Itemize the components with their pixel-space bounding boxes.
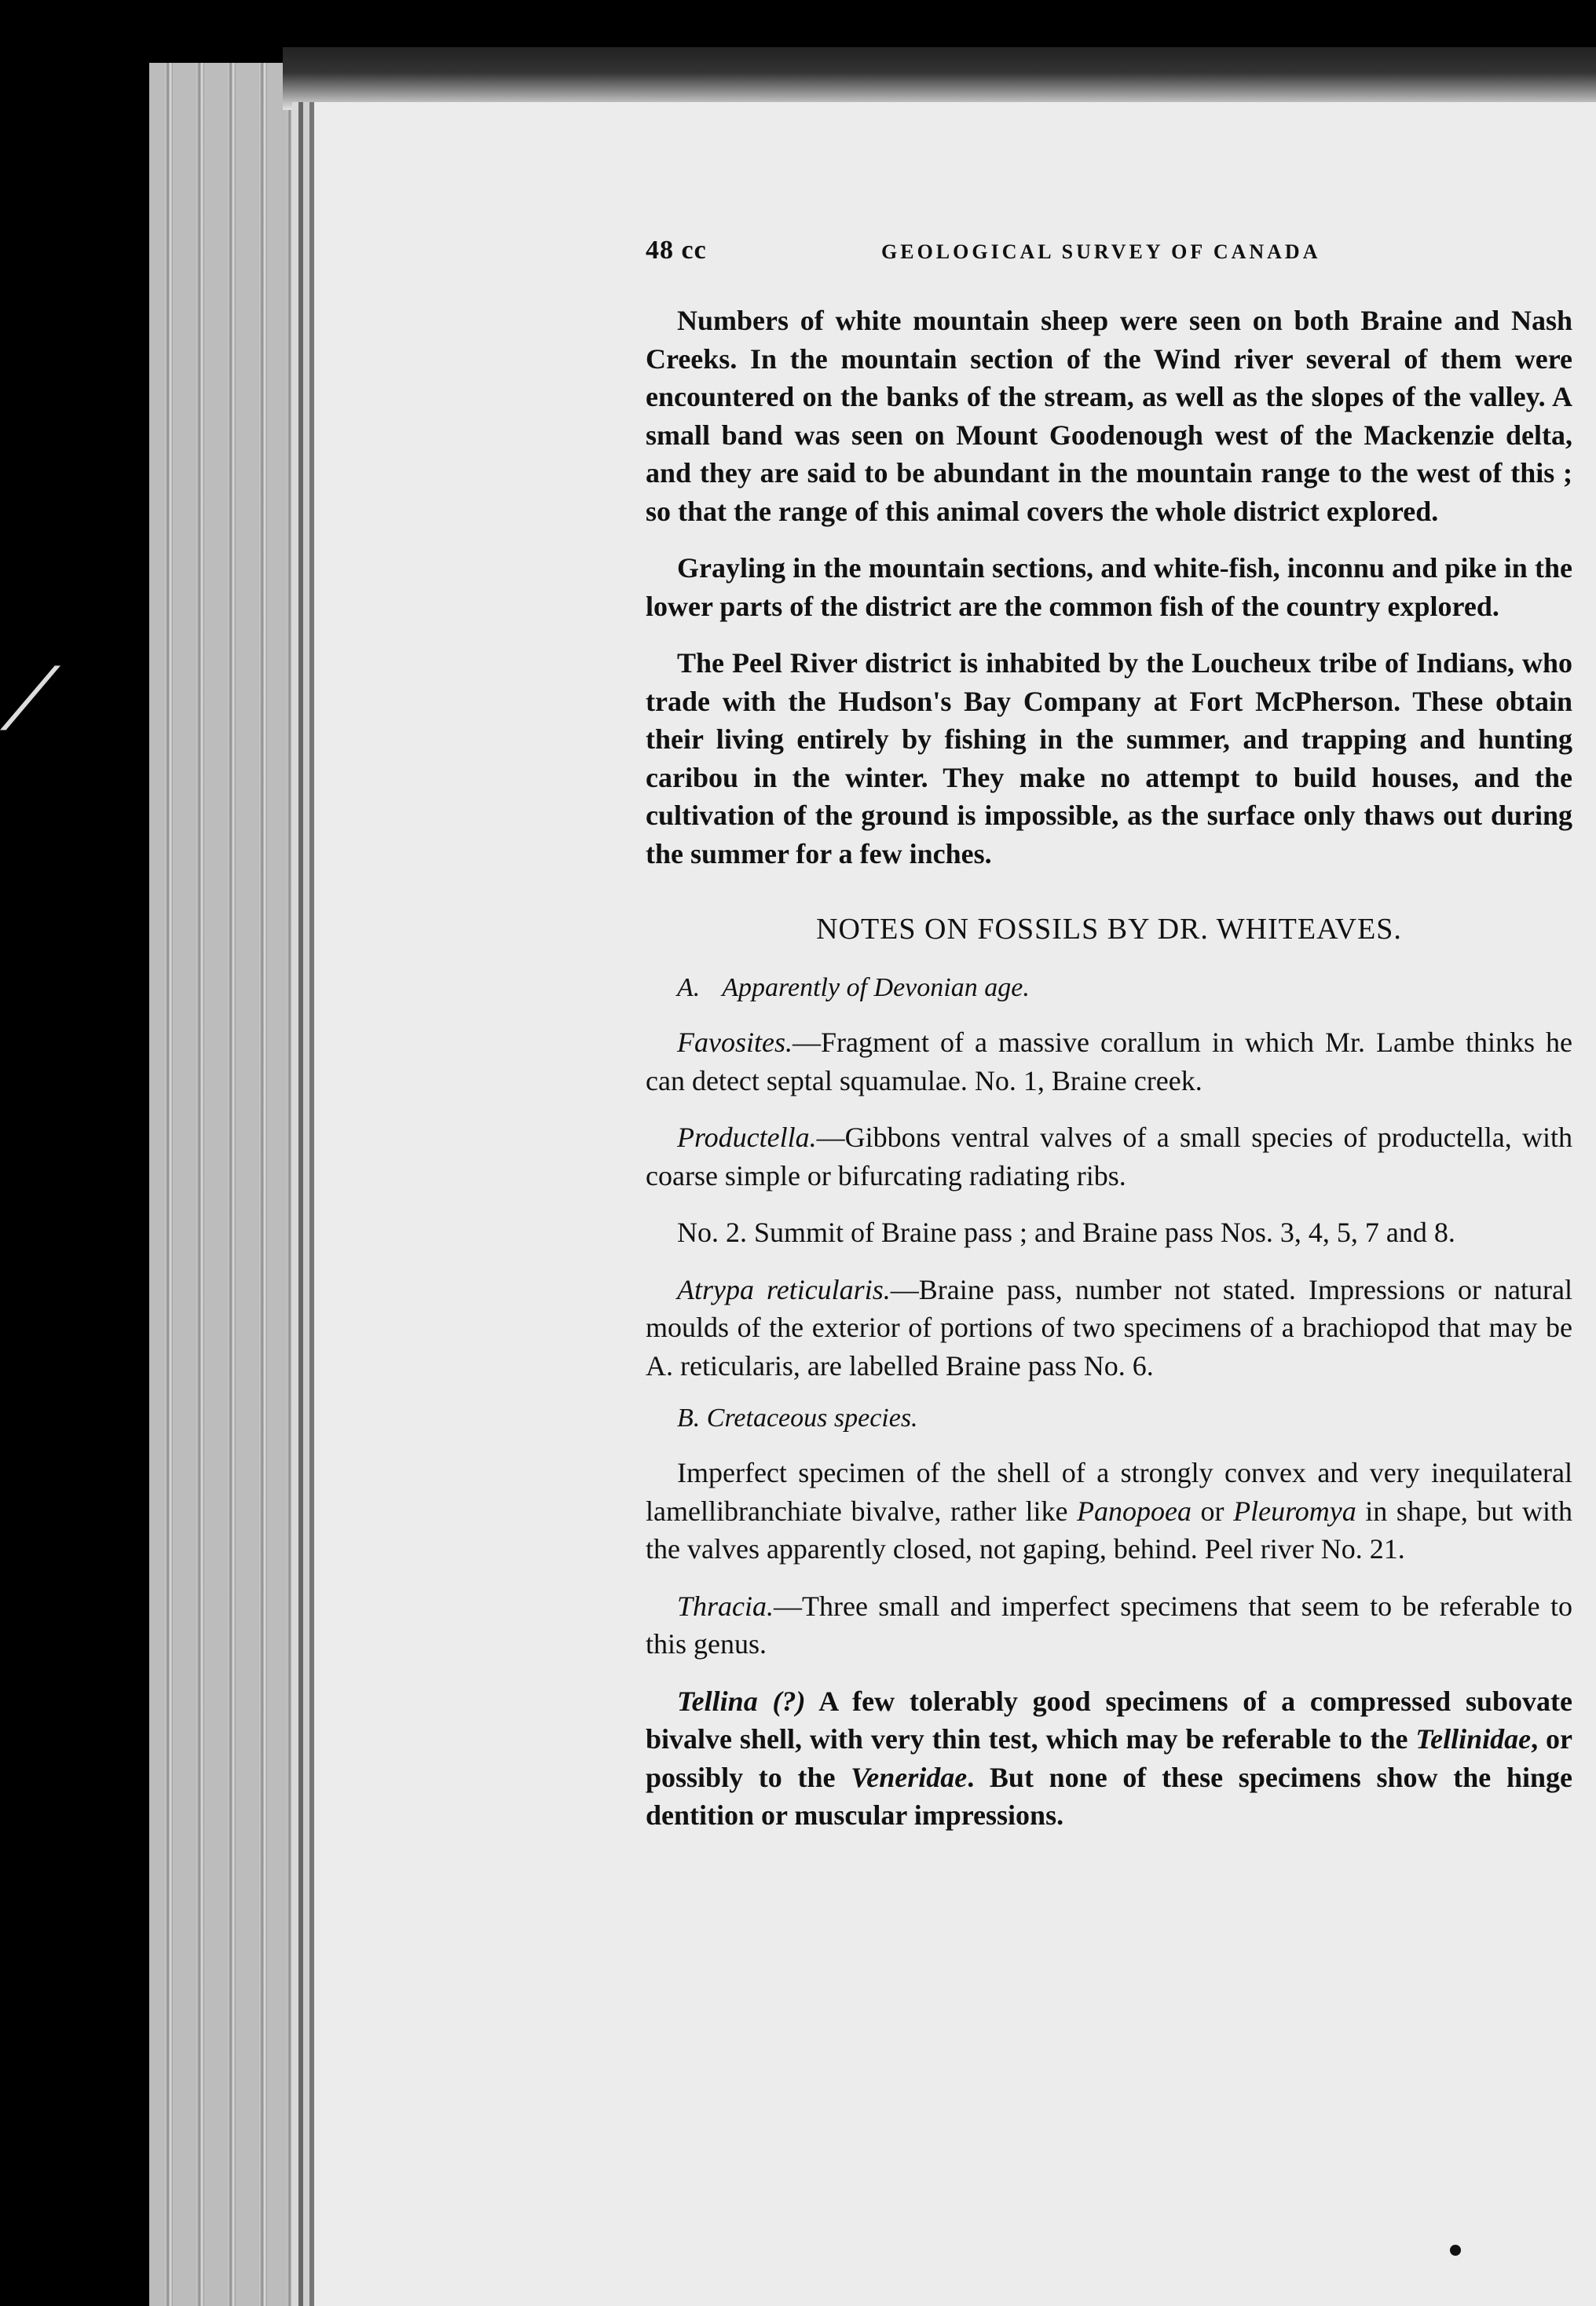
page-edge [259,63,267,2306]
entry-favosites [646,1023,1572,1100]
taxon-name: Thracia. [677,1590,774,1622]
page-edge [287,63,295,2306]
scratch-mark: ⟋ [0,649,60,749]
page-edge [228,63,236,2306]
entry-text: in shape, but with the valves apparently closed, not gaping, behind. Peel river No. 21. [646,1495,1572,1565]
entry-text: . But none of these specimens show the hinge dentition or muscular impressions. [646,1761,1572,1831]
paragraph-loucheux: The Peel River district is inhabited by the Loucheux tribe of Indians, who trade with the Hudson's Bay Company at Fort McPherson. These obtain their living entirely by fishing in the summer, and trapping and hunting caribou in the winter. They make no attempt to build houses, and the cultivation of the ground is impossible, as the surface only thaws out during the summer for a few inches. [646,647,1572,869]
taxon-name: Favosites. [677,1027,793,1058]
subhead-label: A. [677,973,701,1002]
taxon-name: Tellina (?) [677,1685,806,1717]
taxon-name: Atrypa reticularis. [677,1273,891,1305]
entry-text: —Braine pass, number not stated. Impressions or natural moulds of the exterior of portions of two specimens of a brachiopod that may be A. reticularis, are labelled Braine pass No. 6. [646,1273,1573,1382]
entry-thracia [646,1587,1572,1664]
entry-text: —Fragment of a massive corallum in which Mr. Lambe thinks he can detect septal squamulae. No. 1, Braine creek. [646,1027,1572,1096]
subhead-devonian [646,973,1572,1003]
ink-dot [1450,2245,1461,2256]
taxon-name: Tellinidae [1415,1723,1532,1755]
subhead-cretaceous: B. Cretaceous species. [677,1404,918,1433]
page-edge [165,63,173,2306]
section-heading: NOTES ON FOSSILS BY DR. WHITEAVES. [816,913,1402,946]
taxon-name: Panopoea [1077,1495,1192,1527]
taxon-name: Pleuromya [1233,1495,1356,1527]
entry-text: Imperfect specimen of the shell of a strongly convex and very inequilateral lamellibranchiate bivalve, rather like [646,1457,1572,1527]
paragraph-fish: Grayling in the mountain sections, and white-fish, inconnu and pike in the lower parts of the district are the common fish of the country explored. [646,552,1572,622]
entry-imperfect [646,1454,1572,1568]
entry-tellina [646,1682,1572,1835]
taxon-name: Veneridae [851,1761,968,1793]
entry-text: —Three small and imperfect specimens that seem to be referable to this genus. [646,1590,1572,1660]
page-text [646,236,1572,1854]
folio: 48 cc [646,236,707,265]
page-edge [196,63,204,2306]
taxon-name: Productella. [677,1122,817,1153]
entry-no2: No. 2. Summit of Braine pass ; and Braine pass Nos. 3, 4, 5, 7 and 8. [677,1217,1455,1248]
binding-shadow [283,47,1596,110]
paragraph-sheep: Numbers of white mountain sheep were seen on both Braine and Nash Creeks. In the mountain section of the Wind river several of them were encountered on the banks of the stream, as well as the slopes of the valley. A small band was seen on Mount Goodenough west of the Mackenzie delta, and they are said to be abundant in the mountain range to the west of this ; so that the range of this animal covers the whole district explored. [646,305,1572,527]
entry-text: A few tolerably good specimens of a compressed subovate bivalve shell, with very thin test, which may be referable to the [646,1685,1573,1755]
entry-atrypa [646,1271,1572,1385]
running-head [646,236,1572,283]
subhead-text: Apparently of Devonian age. [722,973,1030,1002]
entry-text: , or possibly to the [646,1723,1572,1793]
entry-text: —Gibbons ventral valves of a small species of productella, with coarse simple or bifurcating radiating ribs. [646,1122,1572,1191]
entry-productella [646,1118,1572,1195]
running-title: GEOLOGICAL SURVEY OF CANADA [881,240,1321,263]
entry-text: or [1191,1495,1234,1527]
